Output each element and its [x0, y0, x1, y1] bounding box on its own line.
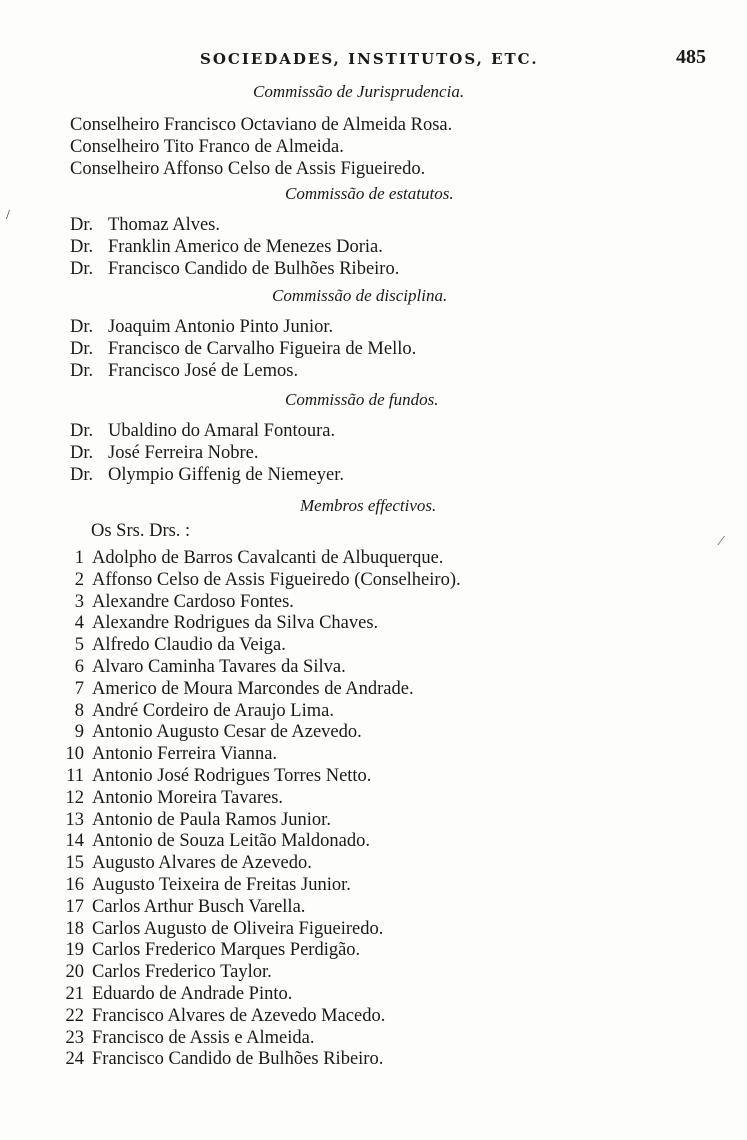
- member-name: Carlos Frederico Taylor.: [92, 962, 272, 983]
- section-heading: Commissão de disciplina.: [272, 286, 448, 305]
- member-list-item: [58, 765, 371, 787]
- member-name: Americo de Moura Marcondes de Andrade.: [92, 678, 414, 699]
- member-name: Thomaz Alves.: [108, 215, 221, 235]
- member-number: 14: [65, 831, 84, 852]
- list-intro: Os Srs. Drs. :: [91, 521, 191, 541]
- member-list-item: [58, 961, 272, 983]
- member-list-item: [58, 1048, 383, 1070]
- member-list-item: [58, 896, 305, 918]
- member-name: Alvaro Caminha Tavares da Silva.: [92, 657, 346, 677]
- member-line: [70, 420, 335, 442]
- member-name: Affonso Celso de Assis Figueiredo (Conselheiro).: [92, 569, 461, 590]
- member-list-item: [58, 656, 346, 678]
- member-number: 6: [74, 657, 84, 677]
- member-line: [70, 236, 383, 258]
- member-line: [70, 464, 344, 486]
- member-line: [70, 338, 416, 360]
- member-name: Francisco Alvares de Azevedo Macedo.: [92, 1005, 386, 1026]
- member-list-item: [58, 852, 312, 874]
- member-number: 8: [74, 700, 84, 721]
- member-name: Antonio Ferreira Vianna.: [92, 744, 278, 765]
- member-number: 15: [65, 853, 84, 874]
- member-name: Francisco José de Lemos.: [108, 361, 299, 381]
- member-name: Francisco de Assis e Almeida.: [92, 1027, 315, 1048]
- member-title: Dr.: [70, 259, 94, 279]
- member-name: Francisco Candido de Bulhões Ribeiro.: [108, 259, 400, 279]
- member-number: 7: [74, 678, 84, 699]
- member-list-item: [58, 721, 362, 743]
- member-name: Augusto Alvares de Azevedo.: [92, 853, 312, 874]
- member-title: Dr.: [70, 215, 94, 235]
- member-number: 13: [65, 809, 84, 830]
- member-list-item: [58, 1005, 385, 1027]
- member-name: Eduardo de Andrade Pinto.: [92, 984, 293, 1004]
- member-name: Alexandre Rodrigues da Silva Chaves.: [92, 613, 379, 634]
- member-title: Dr.: [70, 421, 94, 441]
- member-list-item: [58, 678, 414, 700]
- member-name: Alexandre Cardoso Fontes.: [92, 591, 294, 612]
- member-name: Joaquim Antonio Pinto Junior.: [108, 317, 334, 337]
- member-list-item: [58, 809, 331, 831]
- member-line: Conselheiro Affonso Celso de Assis Figueiredo.: [70, 159, 426, 179]
- member-name: Francisco Candido de Bulhões Ribeiro.: [92, 1049, 384, 1070]
- member-title: Dr.: [70, 361, 94, 381]
- member-line: [70, 316, 333, 338]
- member-list-item: [58, 918, 383, 940]
- member-number: 16: [65, 875, 84, 895]
- member-list-item: [58, 569, 461, 591]
- member-list-item: [58, 830, 370, 852]
- member-number: 12: [65, 787, 84, 808]
- member-number: 1: [74, 548, 84, 568]
- member-title: Dr.: [70, 443, 94, 463]
- member-list-item: [58, 939, 360, 961]
- member-name: Carlos Arthur Busch Varella.: [92, 896, 306, 917]
- member-list-item: [58, 787, 283, 809]
- member-list-item: [58, 591, 294, 613]
- member-line: Conselheiro Francisco Octaviano de Almeida Rosa.: [70, 115, 453, 135]
- member-list-item: [58, 612, 378, 634]
- member-number: 23: [65, 1027, 84, 1048]
- member-number: 21: [65, 984, 84, 1004]
- member-name: José Ferreira Nobre.: [108, 443, 259, 463]
- member-name: Olympio Giffenig de Niemeyer.: [108, 465, 344, 485]
- running-title: SOCIEDADES, INSTITUTOS, ETC.: [200, 50, 539, 68]
- member-number: 9: [74, 722, 84, 743]
- member-line: [70, 258, 399, 280]
- page-number: 485: [676, 46, 706, 68]
- member-line: [70, 214, 220, 236]
- section-heading: Membros effectivos.: [300, 496, 437, 515]
- member-list-item: [58, 983, 292, 1005]
- member-name: André Cordeiro de Araujo Lima.: [92, 700, 334, 721]
- member-name: Antonio José Rodrigues Torres Netto.: [92, 766, 372, 786]
- member-name: Carlos Frederico Marques Perdigão.: [92, 940, 361, 961]
- member-name: Antonio Moreira Tavares.: [92, 787, 284, 808]
- member-list-item: [58, 874, 351, 896]
- member-title: Dr.: [70, 317, 94, 337]
- member-title: Dr.: [70, 339, 94, 359]
- member-title: Dr.: [70, 465, 94, 485]
- member-list-item: [58, 547, 443, 569]
- member-title: Dr.: [70, 237, 94, 257]
- member-number: 19: [65, 940, 84, 961]
- member-name: Francisco de Carvalho Figueira de Mello.: [108, 339, 417, 359]
- member-name: Ubaldino do Amaral Fontoura.: [108, 421, 336, 441]
- member-name: Carlos Augusto de Oliveira Figueiredo.: [92, 918, 384, 939]
- member-number: 18: [65, 918, 84, 939]
- member-number: 11: [66, 766, 84, 786]
- member-list-item: [58, 1027, 314, 1049]
- member-number: 4: [74, 613, 84, 634]
- member-name: Alfredo Claudio da Veiga.: [92, 635, 286, 656]
- member-name: Antonio Augusto Cesar de Azevedo.: [92, 722, 362, 743]
- member-name: Franklin Americo de Menezes Doria.: [108, 237, 383, 257]
- member-name: Antonio de Paula Ramos Junior.: [92, 809, 331, 830]
- member-name: Adolpho de Barros Cavalcanti de Albuquerque.: [92, 548, 444, 568]
- member-line: Conselheiro Tito Franco de Almeida.: [70, 137, 344, 157]
- member-number: 10: [65, 744, 84, 765]
- section-heading: Commissão de Jurisprudencia.: [253, 82, 465, 101]
- margin-mark: /: [6, 208, 10, 223]
- member-number: 20: [65, 962, 84, 983]
- member-line: [70, 360, 298, 382]
- member-number: 2: [74, 569, 84, 590]
- member-number: 24: [65, 1049, 84, 1070]
- section-heading: Commissão de fundos.: [285, 390, 439, 409]
- member-list-item: [58, 743, 277, 765]
- member-line: [70, 442, 259, 464]
- member-name: Augusto Teixeira de Freitas Junior.: [92, 875, 351, 895]
- member-list-item: [58, 634, 286, 656]
- member-number: 22: [65, 1005, 84, 1026]
- section-heading: Commissão de estatutos.: [285, 184, 454, 203]
- member-list-item: [58, 700, 334, 722]
- member-number: 17: [65, 896, 84, 917]
- member-number: 5: [74, 635, 84, 656]
- margin-mark: ⁄: [720, 534, 723, 549]
- member-number: 3: [74, 591, 84, 612]
- member-name: Antonio de Souza Leitão Maldonado.: [92, 831, 370, 852]
